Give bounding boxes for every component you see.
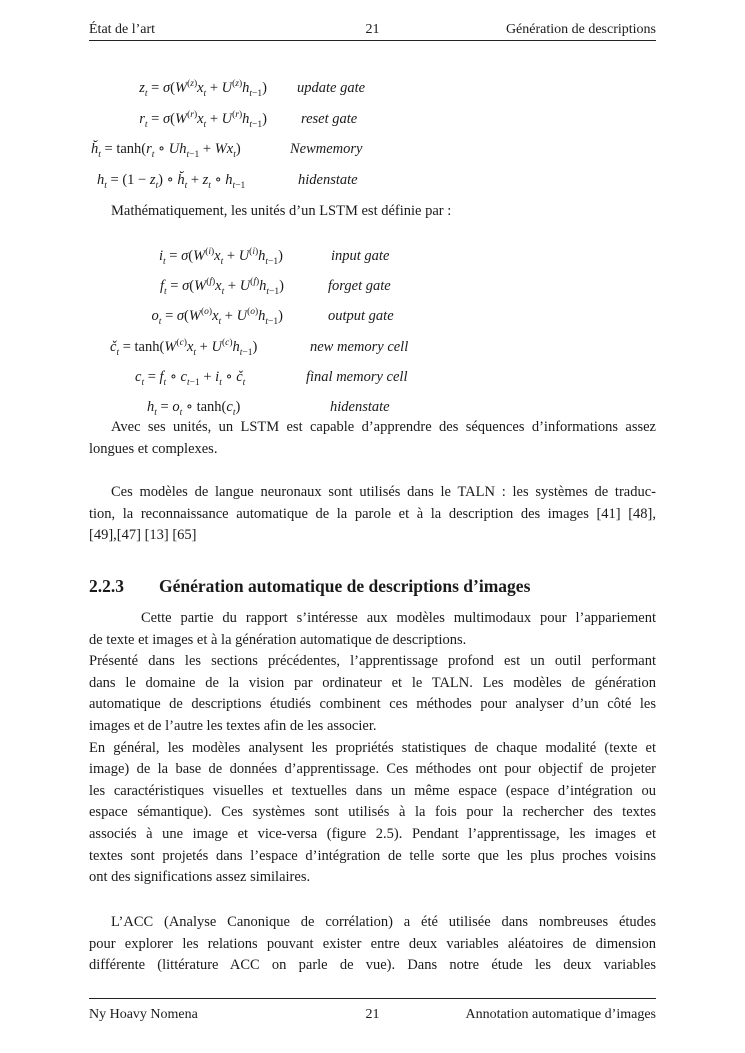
- lstm-summary-paragraph: [89, 417, 656, 460]
- equation-output-gate: $o_t = \sigma(W^{(o)}x_t + U^{(o)}h_{t-1})$: [151, 307, 283, 327]
- text-line: Ces modèles de langue neuronaux sont utilisés dans le TALN : les systèmes de traduc-: [111, 484, 656, 500]
- section-heading: [89, 573, 530, 599]
- equation-new-memory-cell: $č_t = \tanh(W^{(c)}x_t + U^{(c)}h_{t-1})$: [110, 338, 258, 358]
- section-title: Génération automatique de descriptions d’images: [159, 576, 531, 596]
- text-line: les caractéristiques visuelles et textuelles dans un même espace (espace d’intégration ou: [89, 782, 656, 799]
- equation-final-memory-cell: $c_t = f_t$ ∘ $c_{t-1} + i_t$ ∘ $č_t$: [135, 369, 246, 388]
- text-line: ont des significations assez similaires.: [89, 869, 311, 886]
- equation-forget-gate: $f_t = \sigma(W^{(f)}x_t + U^{(f)}h_{t-1})$: [159, 277, 284, 297]
- header-chapter-title: État de l’art: [89, 22, 156, 37]
- header-section-title: Génération de descriptions: [505, 22, 656, 37]
- text-line: associés à une image et vice-versa (figure 2.5). Pendant l’apprentissage, les images et: [89, 825, 656, 842]
- text-line: [49],[47] [13] [65]: [89, 527, 197, 544]
- equation-label: hidenstate: [330, 399, 390, 415]
- text-line: pour explorer les relations pouvant exister entre deux variables aléatoires de dimension: [89, 935, 656, 952]
- text-line: de texte et images et à la génération automatique de descriptions.: [89, 631, 467, 648]
- acc-paragraph: [89, 912, 656, 977]
- equation-label: Newmemory: [290, 141, 363, 157]
- footer-document-title: Annotation automatique d’images: [465, 1007, 656, 1022]
- neural-models-paragraph: [89, 482, 656, 547]
- text-line: Mathématiquement, les unités d’un LSTM est définie par :: [111, 203, 452, 219]
- running-footer: [89, 998, 656, 1029]
- text-line: images et de l’autre les textes afin de les associer.: [89, 717, 377, 734]
- equation-input-gate: $i_t = \sigma(W^{(i)}x_t + U^{(i)}h_{t-1})$: [158, 247, 283, 267]
- text-line: longues et complexes.: [89, 440, 218, 457]
- lstm-intro-paragraph: [89, 201, 656, 223]
- text-line: Cette partie du rapport s’intéresse aux modèles multimodaux pour l’appariement: [141, 610, 656, 626]
- equation-label: update gate: [297, 80, 366, 96]
- equation-update-gate: $z_t = \sigma(W^{(z)}x_t + U^{(z)}h_{t-1})$: [139, 79, 267, 99]
- text-line: textes sont projetés dans l’espace d’intégration de telle sorte que les plus proches voisins: [89, 847, 656, 864]
- equation-label: forget gate: [328, 278, 391, 294]
- text-line: L’ACC (Analyse Canonique de corrélation) a été utilisée dans nombreuses études: [111, 914, 656, 930]
- section-number: 2.2.3: [89, 576, 124, 596]
- footer-author: Ny Hoavy Nomena: [89, 1007, 198, 1022]
- text-line: Présenté dans les sections précédentes, l’apprentissage profond est un outil performant: [89, 653, 656, 670]
- text-line: tion, la reconnaissance automatique de la parole et à la description des images [41] [48],: [89, 505, 656, 522]
- text-line: En général, les modèles analysent les propriétés statistiques de chaque modalité (texte et: [89, 739, 656, 756]
- equation-label: new memory cell: [310, 339, 409, 355]
- header-page-number: 21: [365, 22, 380, 37]
- running-header: [89, 20, 656, 41]
- footer-page-number: 21: [365, 1007, 380, 1022]
- text-line: espace sémantique). Ces systèmes sont utilisés à la fois pour la rechercher des textes: [89, 804, 656, 821]
- equation-reset-gate: $r_t = \sigma(W^{(r)}x_t + U^{(r)}h_{t-1})$: [139, 110, 267, 130]
- text-line: dans le domaine de la vision par ordinateur et le TALN. Les modèles de génération: [89, 674, 656, 691]
- equation-label: final memory cell: [306, 369, 408, 385]
- text-line: différente (littérature ACC on parle de vue). Dans notre étude les deux variables: [89, 957, 656, 974]
- equation-label: output gate: [328, 308, 394, 324]
- text-line: automatique de descriptions étudiés combinent ces méthodes pour analyser d’un côté les: [89, 696, 656, 713]
- text-line: image) de la base de données d’apprentissage. Ces méthodes ont pour objectif de projeter: [89, 761, 656, 778]
- section-body-paragraph: [89, 608, 656, 889]
- equation-new-memory: $h̆_t = \tanh(r_t$ ∘ $Uh_{t-1} + Wx_t$): [91, 141, 241, 160]
- equation-label: reset gate: [301, 111, 358, 127]
- equation-label: input gate: [331, 248, 390, 264]
- equation-label: hidenstate: [298, 172, 358, 188]
- text-line: Avec ses unités, un LSTM est capable d’apprendre des séquences d’informations assez: [111, 419, 656, 435]
- equation-lstm-hidden-state: $h_t = o_t$ ∘ $\tanh(c_t)$: [147, 399, 241, 418]
- equation-hidden-state: $h_t = (1 - z_t)$ ∘ $h̆_t + z_t$ ∘ $h_{t-1}$: [97, 172, 246, 191]
